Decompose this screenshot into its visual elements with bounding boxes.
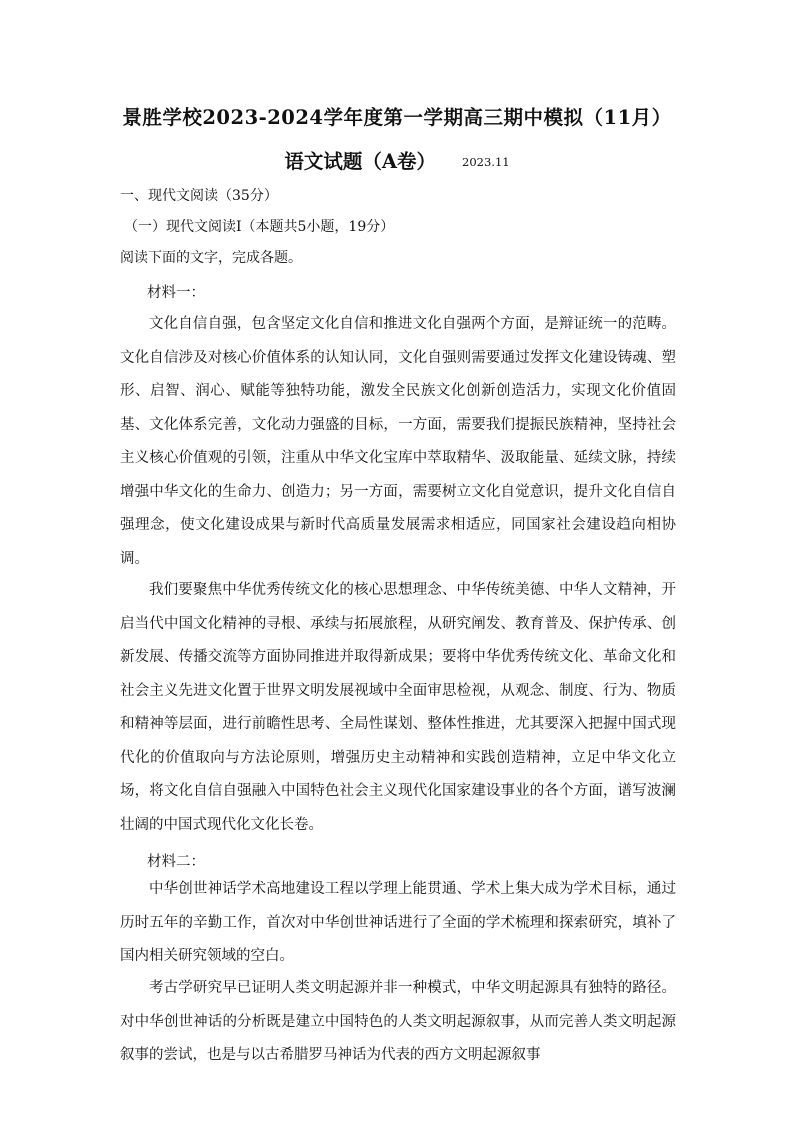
material-two-paragraph-2: 考古学研究早已证明人类文明起源并非一种模式，中华文明起源具有独特的路径。对中华创世神话的分析既是建立中国特色的人类文明起源叙事，从而完善人类文明起源叙事的尝试，也是与以古希腊罗马神话为代表的西方文明起源叙事 (120, 980, 676, 1063)
exam-title: 景胜学校2023-2024学年度第一学期高三期中模拟（11月） (122, 106, 672, 129)
material-one-paragraph-2: 我们要聚焦中华优秀传统文化的核心思想理念、中华传统美德、中华人文精神，开启当代中国文化精神的寻根、承续与拓展旅程，从研究阐发、教育普及、保护传承、创新发展、传播交流等方面协同推进并取得新成果；要将中华优秀传统文化、革命文化和社会主义先进文化置于世界文明发展视域中全面审思检视，从观念、制度、行为、物质和精神等层面，进行前瞻性思考、全局性谋划、整体性推进，尤其要深入把握中国式现代化的价值取向与方法论原则，增强历史主动精神和实践创造精神，立足中华文化立场，将文化自信自强融入中国特色社会主义现代化国家建设事业的各个方面，谱写波澜壮阔的中国式现代化文化长卷。 (120, 582, 676, 833)
material-one-paragraph-1: 文化自信自强，包含坚定文化自信和推进文化自强两个方面，是辩证统一的范畴。文化自信涉及对核心价值体系的认知认同，文化自强则需要通过发挥文化建设铸魂、塑形、启智、润心、赋能等独特功能，激发全民族文化创新创造活力，实现文化价值固基、文化体系完善，文化动力强盛的目标，一方面，需要我们提振民族精神，坚持社会主义核心价值观的引领，注重从中华文化宝库中萃取精华、汲取能量、延续文脉，持续增强中华文化的生命力、创造力；另一方面，需要树立文化自觉意识，提升文化自信自强理念，使文化建设成果与新时代高质量发展需求相适应，同国家社会建设趋向相协调。 (120, 316, 676, 567)
exam-subtitle (0, 146, 794, 174)
material-two-paragraph-1: 中华创世神话学术高地建设工程以学理上能贯通、学术上集大成为学术目标，通过历时五年的辛勤工作，首次对中华创世神话进行了全面的学术梳理和探索研究，填补了国内相关研究领域的空白。 (120, 881, 676, 964)
subject-title: 语文试题（A卷） (284, 150, 437, 173)
reading-instruction: 阅读下面的文字，完成各题。 (120, 250, 302, 266)
exam-date: 2023.11 (462, 155, 510, 169)
subsection-heading: （一）现代文阅读Ⅰ（本题共5小题，19分） (124, 219, 395, 235)
section-heading: 一、现代文阅读（35分） (120, 188, 278, 204)
material-one-label: 材料一： (147, 285, 205, 301)
material-two-label: 材料二： (147, 854, 205, 870)
